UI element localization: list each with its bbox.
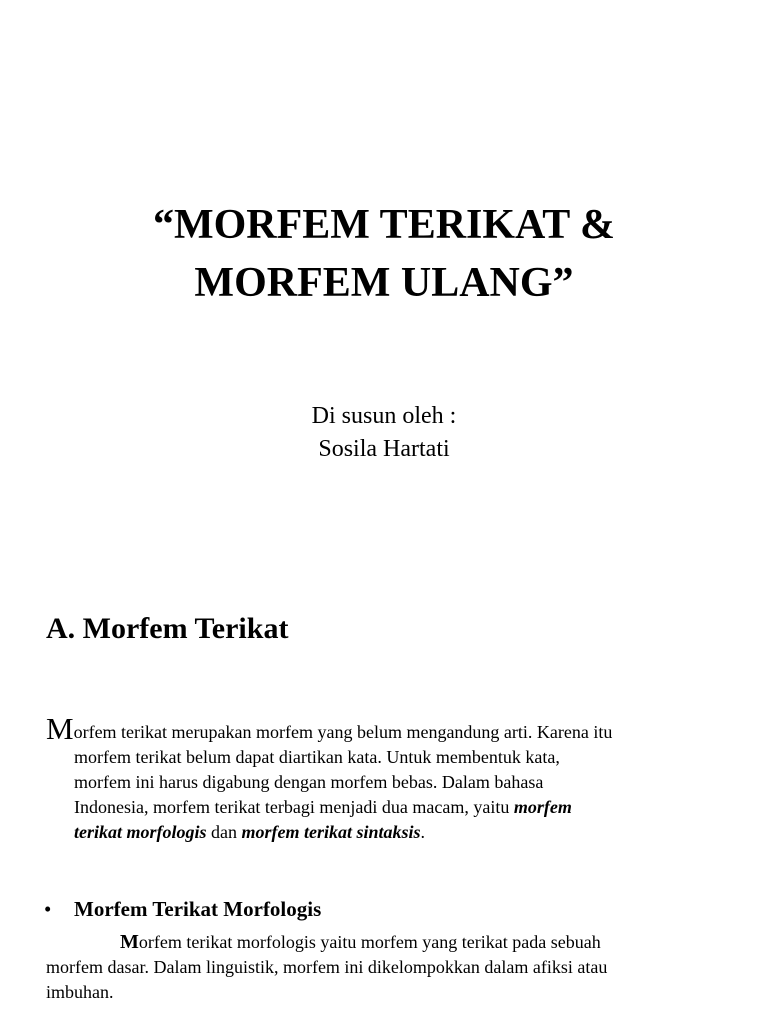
author-name: Sosila Hartati	[318, 436, 450, 462]
bullet-paragraph	[46, 930, 736, 1005]
intro-line-5-mid: dan	[206, 822, 242, 842]
author-block	[0, 400, 768, 466]
intro-line-1-text: orfem terikat merupakan morfem yang belum mengandung arti. Karena itu	[73, 722, 613, 742]
author-label: Di susun oleh :	[311, 403, 457, 429]
intro-line-4-text: Indonesia, morfem terikat terbagi menjadi dua macam, yaitu	[74, 797, 514, 817]
document-title	[0, 196, 768, 312]
bullet-label: Morfem Terikat Morfologis	[74, 897, 322, 921]
emphasis-terikat-morfologis: terikat morfologis	[74, 822, 207, 842]
drop-cap-letter: M	[46, 711, 74, 746]
emphasis-morfem: morfem	[513, 797, 572, 817]
lead-letter: M	[120, 931, 139, 953]
intro-paragraph	[46, 711, 736, 845]
bullet-paragraph-line-3: imbuhan.	[46, 982, 114, 1002]
intro-line-5	[46, 820, 736, 845]
intro-line-3: morfem ini harus digabung dengan morfem bebas. Dalam bahasa	[74, 772, 544, 792]
intro-line-4	[46, 795, 736, 820]
title-line-2: MORFEM ULANG”	[194, 260, 574, 306]
bullet-item	[44, 895, 321, 923]
bullet-icon: •	[44, 897, 52, 921]
emphasis-morfem-terikat-sintaksis: morfem terikat sintaksis	[241, 822, 421, 842]
intro-line-5-end: .	[420, 822, 426, 842]
title-line-1: “MORFEM TERIKAT &	[152, 202, 616, 248]
bullet-paragraph-line-1: orfem terikat morfologis yaitu morfem yang terikat pada sebuah	[138, 932, 601, 952]
section-heading: A. Morfem Terikat	[46, 612, 289, 645]
intro-line-1	[46, 711, 736, 746]
intro-line-2: morfem terikat belum dapat diartikan kata. Untuk membentuk kata,	[74, 747, 560, 767]
bullet-paragraph-line-2: morfem dasar. Dalam linguistik, morfem ini dikelompokkan dalam afiksi atau	[46, 957, 608, 977]
